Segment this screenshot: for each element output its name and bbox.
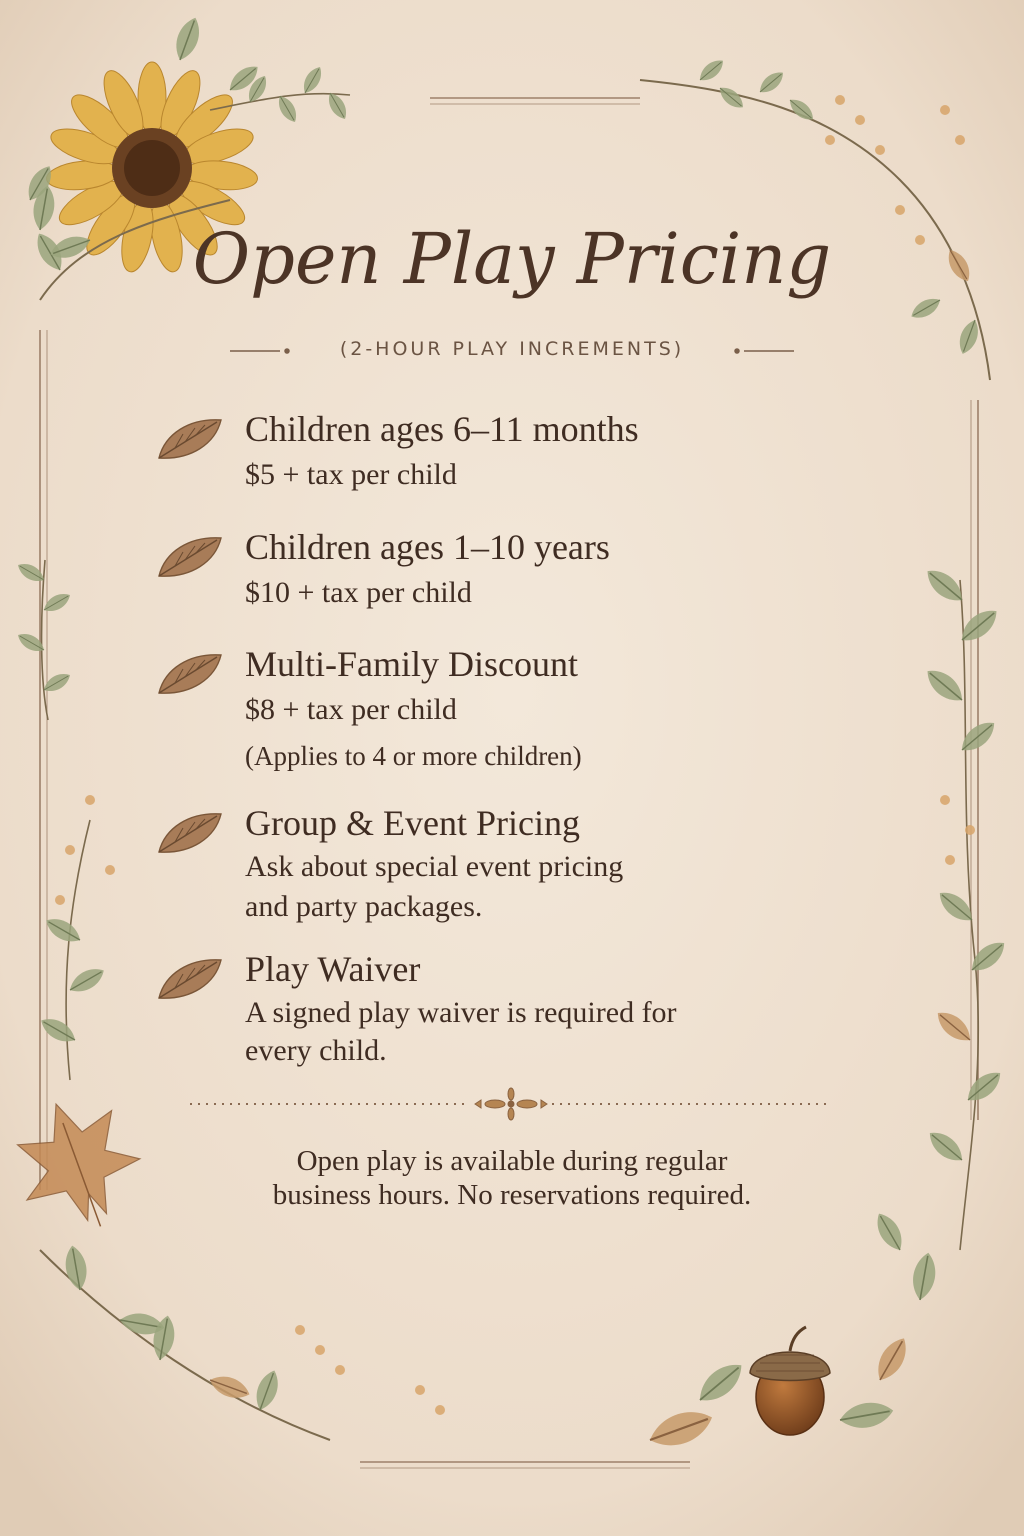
footer-note	[0, 1144, 1024, 1212]
item-price: $8 + tax per child	[245, 693, 457, 726]
pricing-item-infants	[155, 408, 795, 498]
pricing-item-group-event	[155, 802, 795, 932]
leaf-icon	[155, 414, 225, 464]
item-description-line-1: Ask about special event pricing	[245, 850, 624, 883]
item-description-line-2: and party packages.	[245, 890, 483, 923]
item-note: (Applies to 4 or more children)	[245, 741, 582, 771]
item-title: Multi-Family Discount	[245, 644, 578, 684]
item-price: $5 + tax per child	[245, 458, 457, 491]
item-title: Play Waiver	[245, 949, 421, 989]
subtitle-row	[0, 338, 1024, 364]
pricing-item-multi-family	[155, 643, 795, 773]
pricing-item-play-waiver	[155, 948, 795, 1078]
leaf-icon	[155, 649, 225, 699]
page-title: Open Play Pricing	[192, 218, 832, 300]
item-title: Children ages 1–10 years	[245, 527, 610, 567]
item-description-line-1: A signed play waiver is required for	[245, 996, 677, 1029]
footer-line-1: Open play is available during regular	[296, 1145, 728, 1177]
item-title: Group & Event Pricing	[245, 803, 580, 843]
pricing-item-children	[155, 526, 795, 616]
leaf-icon	[155, 808, 225, 858]
item-description-line-2: every child.	[245, 1034, 387, 1067]
item-title: Children ages 6–11 months	[245, 409, 639, 449]
footer-line-2: business hours. No reservations required.	[272, 1179, 752, 1211]
item-price: $10 + tax per child	[245, 576, 472, 609]
leaf-icon	[155, 954, 225, 1004]
subtitle: (2-HOUR PLAY INCREMENTS)	[339, 338, 685, 360]
leaf-icon	[155, 532, 225, 582]
